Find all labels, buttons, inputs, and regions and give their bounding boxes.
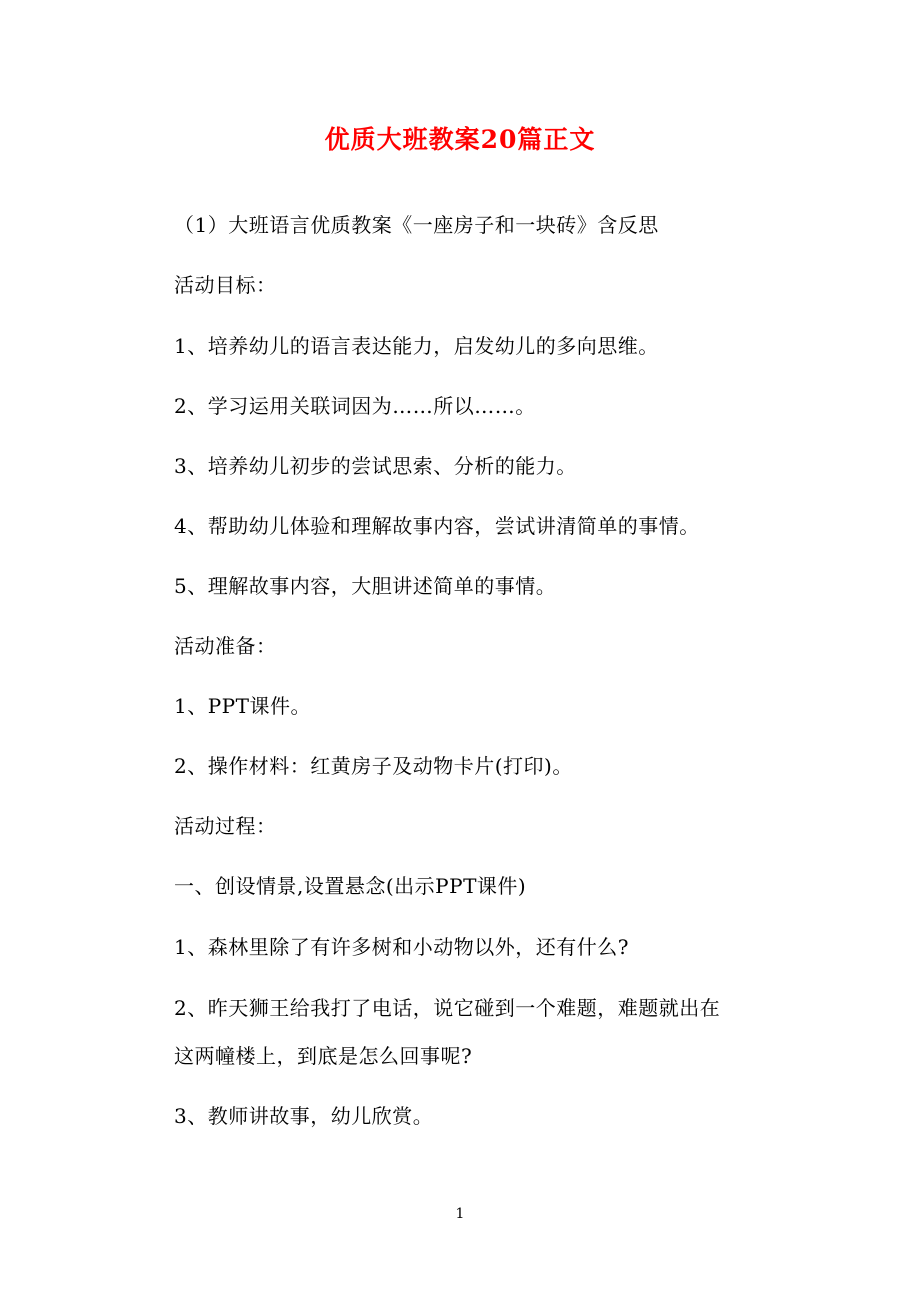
- section-preparation: 活动准备：: [174, 634, 277, 658]
- page-number: 1: [455, 1206, 465, 1222]
- section-objectives: 活动目标：: [174, 273, 277, 297]
- objective-item-2: 2、学习运用关联词因为……所以……。: [174, 394, 536, 418]
- process-item-1: 1、森林里除了有许多树和小动物以外，还有什么?: [174, 935, 629, 959]
- document-title: 优质大班教案20篇正文: [324, 125, 596, 154]
- lesson-heading: （1）大班语言优质教案《一座房子和一块砖》含反思: [174, 213, 659, 237]
- process-step-heading: 一、创设情景,设置悬念(出示PPT课件): [174, 874, 527, 898]
- preparation-item-2: 2、操作材料：红黄房子及动物卡片(打印)。: [174, 754, 573, 778]
- preparation-item-1: 1、PPT课件。: [174, 694, 311, 718]
- objective-item-4: 4、帮助幼儿体验和理解故事内容，尝试讲清简单的事情。: [174, 514, 700, 538]
- objective-item-3: 3、培养幼儿初步的尝试思索、分析的能力。: [174, 454, 577, 478]
- objective-item-1: 1、培养幼儿的语言表达能力，启发幼儿的多向思维。: [174, 334, 659, 358]
- section-process: 活动过程：: [174, 814, 277, 838]
- objective-item-5: 5、理解故事内容，大胆讲述简单的事情。: [174, 574, 557, 598]
- process-item-2: 2、昨天狮王给我打了电话，说它碰到一个难题，难题就出在: [174, 996, 721, 1020]
- process-item-3: 3、教师讲故事，幼儿欣赏。: [174, 1104, 434, 1128]
- process-item-2-continued: 这两幢楼上，到底是怎么回事呢?: [174, 1044, 473, 1068]
